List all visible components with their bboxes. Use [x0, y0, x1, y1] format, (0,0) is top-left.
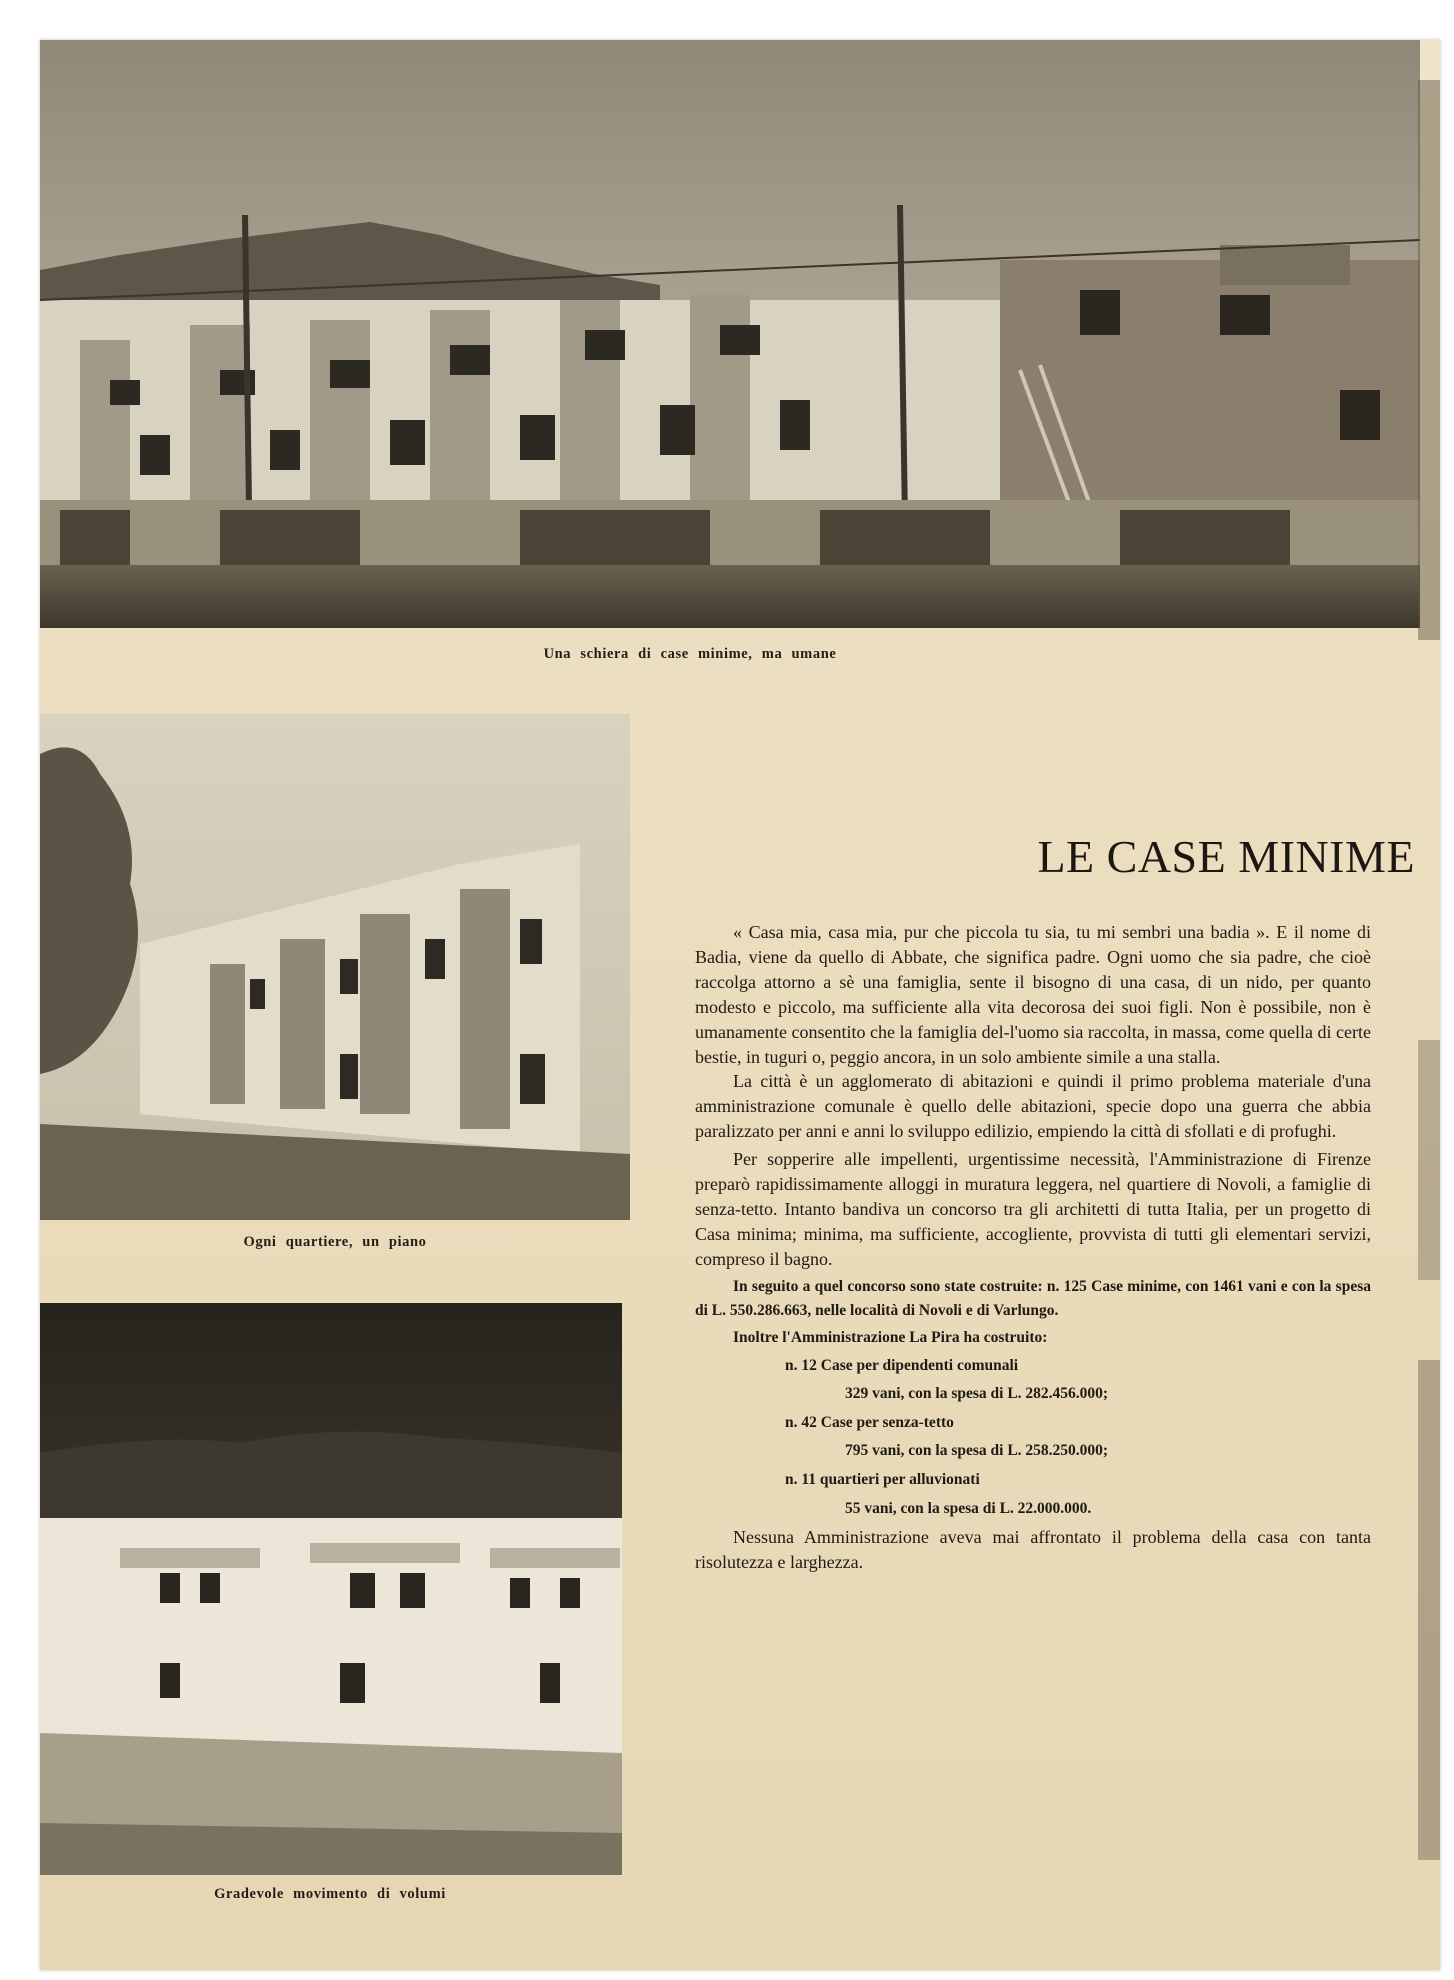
article-title: LE CASE MINIME [1037, 831, 1415, 882]
caption-middle: Ogni quartiere, un piano [243, 1234, 427, 1250]
caption-bottom: Gradevole movimento di volumi [214, 1886, 446, 1902]
list-item: n. 42 Case per senza-tetto [785, 1413, 954, 1431]
closing-paragraph: Nessuna Amministrazione aveva mai affrontato il problema della casa con tanta risolutezza e larghezza. [695, 1527, 1371, 1573]
list-item: n. 11 quartieri per alluvionati [785, 1471, 980, 1489]
caption-top: Una schiera di case minime, ma umane [543, 646, 837, 662]
paragraph-2: La città è un agglomerato di abitazioni e quindi il primo problema materiale d'una amministrazione comunale è quello delle abitazioni, specie dopo una guerra che abbia paralizzato per anni e anni lo sviluppo edilizio, empiendo la città di sfollati e di profughi. [695, 1071, 1371, 1142]
list-item-detail: 55 vani, con la spesa di L. 22.000.000. [845, 1499, 1092, 1517]
adjacent-page-edge [1418, 1360, 1440, 1860]
paragraph-3: Per sopperire alle impellenti, urgentissime necessità, l'Amministrazione di Firenze preparò rapidissimamente alloggi in muratura leggera, nel quartiere di Novoli, a famiglie di senza-tetto. Intanto bandiva un concorso tra gli architetti di tutta Italia, per un progetto di Casa minima; minima, ma sufficiente, accogliente, provvista di tutti gli elementari servizi, compreso il bagno. [695, 1149, 1371, 1269]
list-item: n. 12 Case per dipendenti comunali [785, 1356, 1019, 1374]
list-item-detail: 795 vani, con la spesa di L. 258.250.000; [845, 1442, 1109, 1460]
adjacent-page-edge [1418, 1040, 1440, 1280]
list-item-detail: 329 vani, con la spesa di L. 282.456.000; [845, 1385, 1109, 1403]
paragraph-1: « Casa mia, casa mia, pur che piccola tu sia, tu mi sembri una badia ». E il nome di Badia, viene da quello di Abbate, che significa padre. Ogni uomo che sia padre, che cioè raccolga attorno a sè una famiglia, sente il bisogno di una casa, di un nido, per quanto modesto e piccolo, ma sufficiente alla vita decorosa dei suoi figli. Non è possibile, non è umanamente consentito che la famiglia del-l'uomo sia raccolta, in massa, come quella di certe bestie, in tuguri o, peggio ancora, in un solo ambiente simile a una stalla. [695, 922, 1371, 1067]
adjacent-page-edge [1418, 80, 1440, 640]
article-body [695, 920, 1371, 1575]
paragraph-bold-1: In seguito a quel concorso sono state costruite: n. 125 Case minime, con 1461 vani e con la spesa di L. 550.286.663, nelle località di Novoli e di Varlungo. [695, 1277, 1371, 1319]
paragraph-bold-2: Inoltre l'Amministrazione La Pira ha costruito: [733, 1328, 1048, 1346]
photo-volumes [40, 1303, 622, 1875]
magazine-page [40, 40, 1440, 1970]
photo-row-houses-construction [40, 40, 1420, 628]
construction-list [695, 1352, 1371, 1524]
photo-quarter-housing [40, 714, 630, 1220]
